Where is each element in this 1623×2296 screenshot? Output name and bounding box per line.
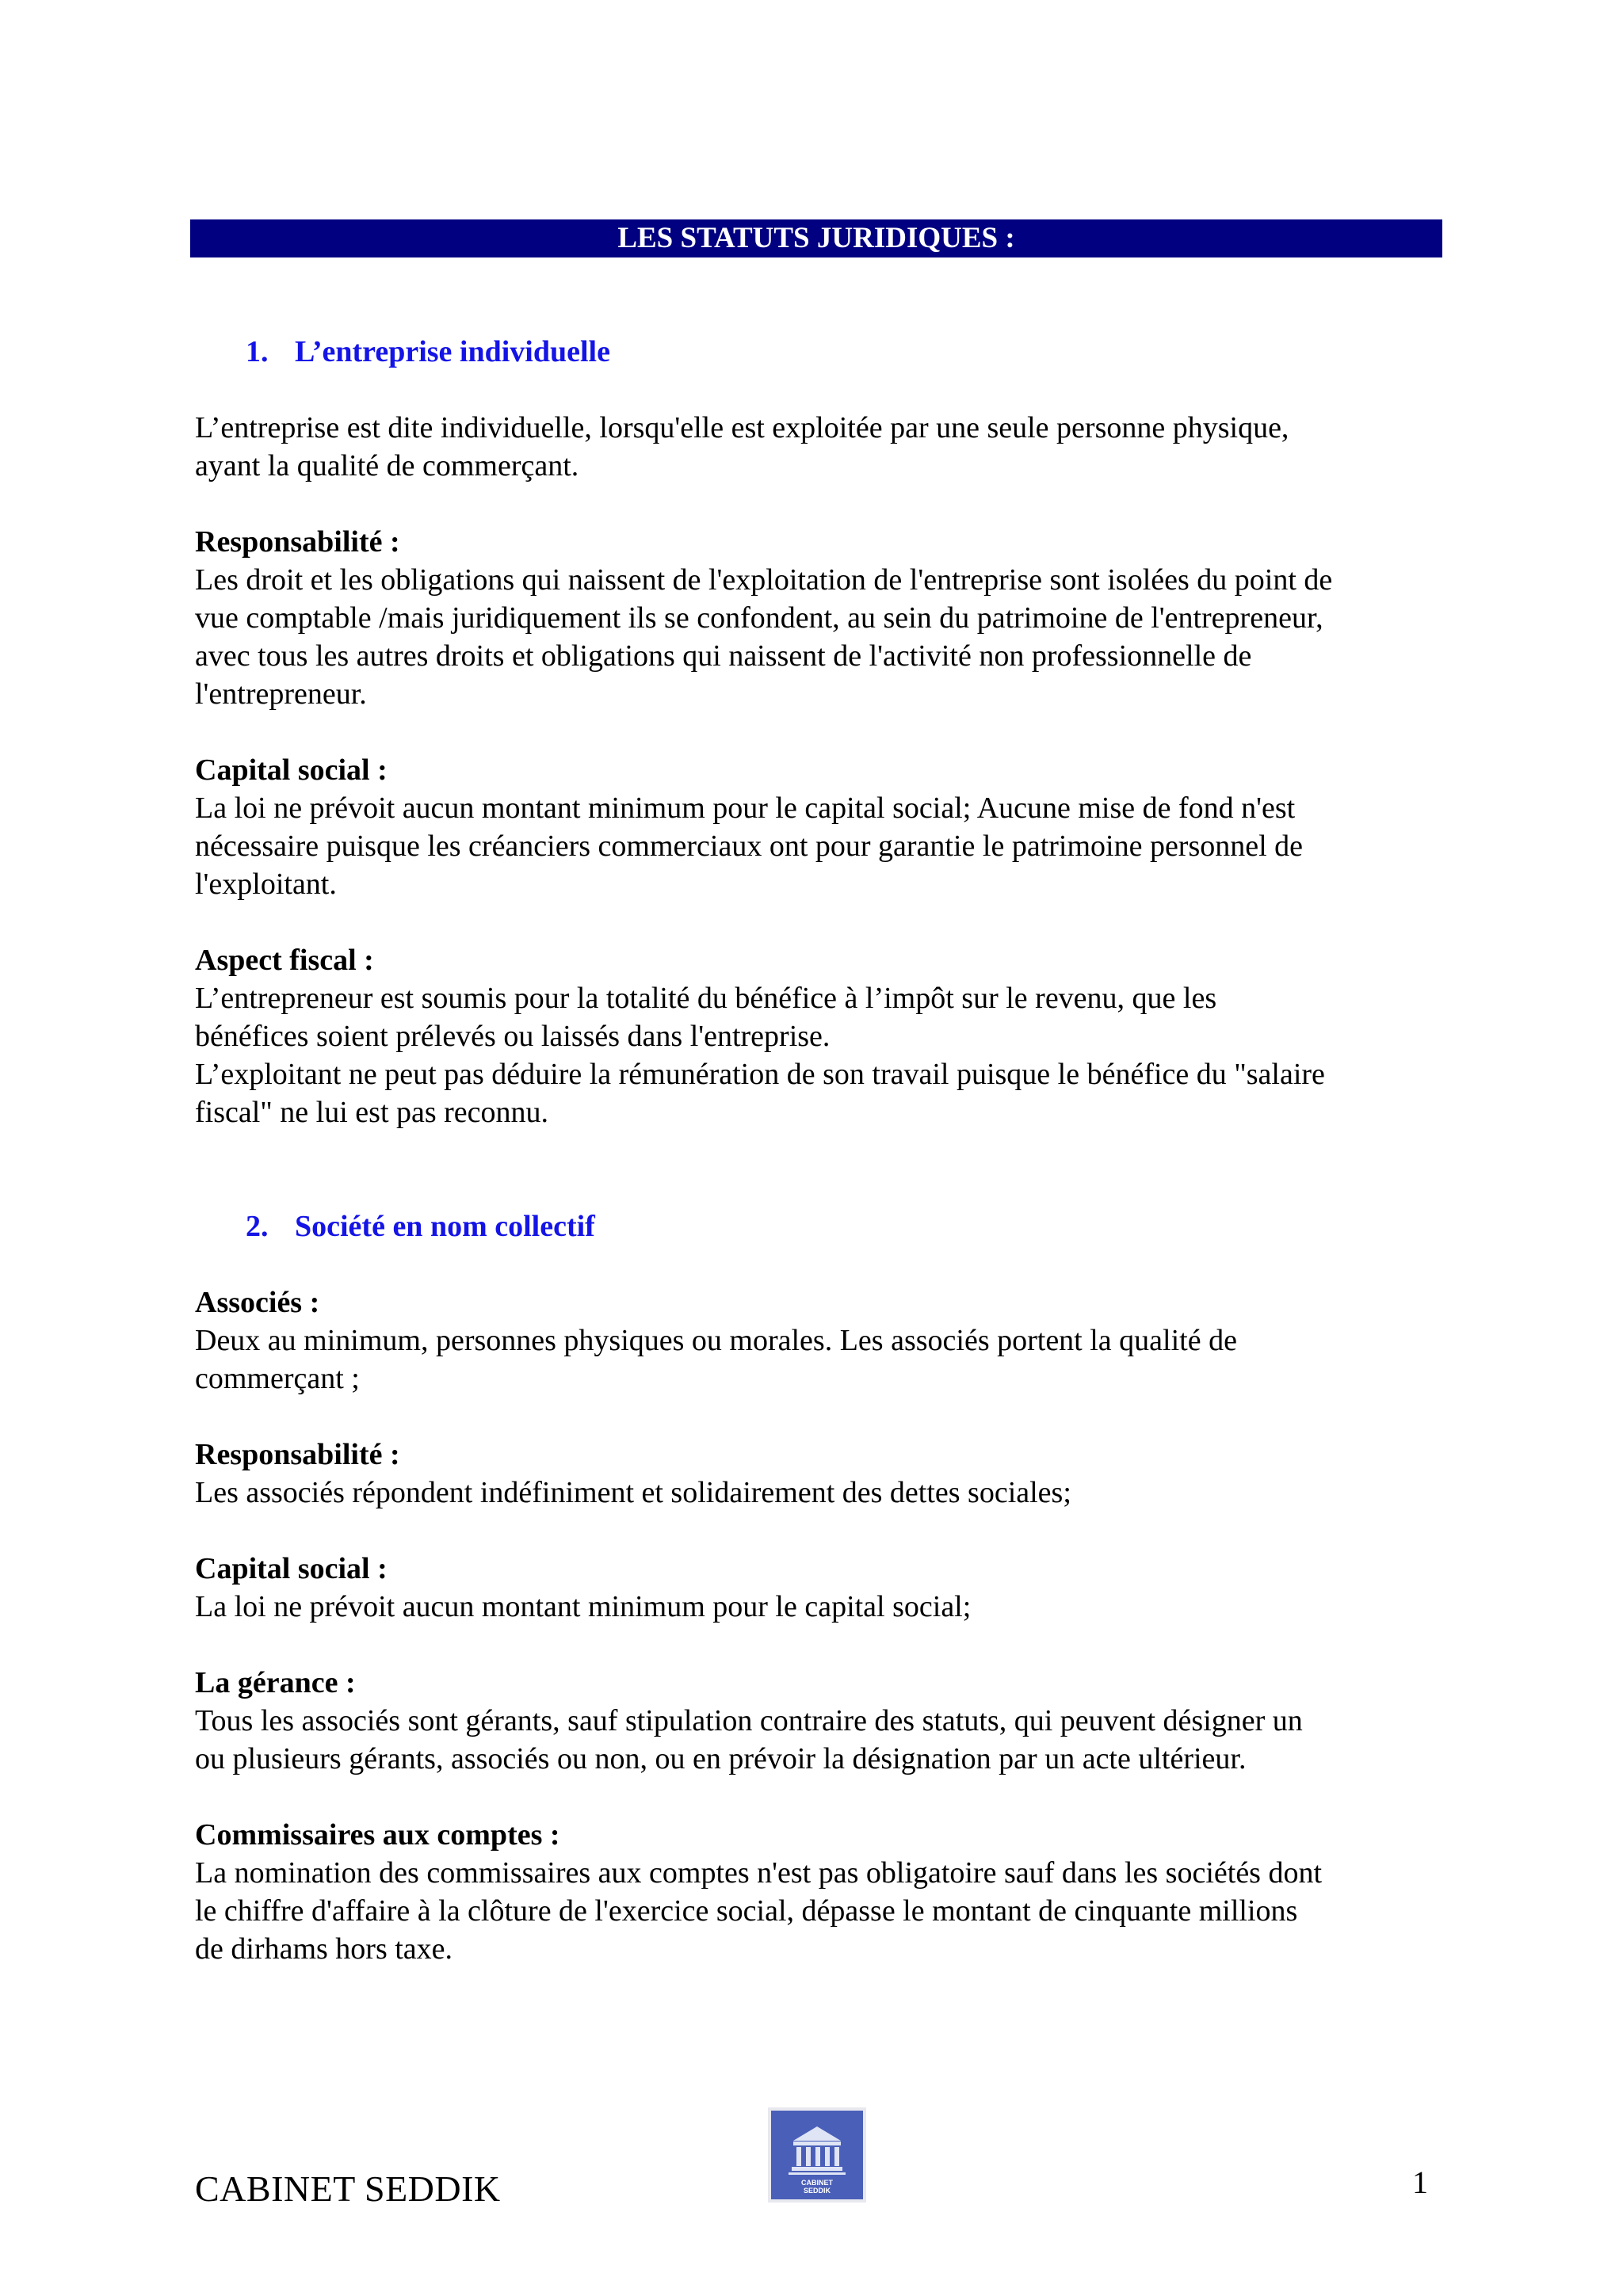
text-line: nécessaire puisque les créanciers commerciaux ont pour garantie le patrimoine personnel de	[195, 830, 1304, 863]
page-number: 1	[1412, 2164, 1428, 2200]
text-line: fiscal" ne lui est pas reconnu.	[195, 1096, 549, 1129]
text-line: bénéfices soient prélevés ou laissés dans l'entreprise.	[195, 1020, 831, 1053]
block-label: La gérance :	[195, 1666, 356, 1699]
text-line: Les associés répondent indéfiniment et solidairement des dettes sociales;	[195, 1476, 1071, 1509]
text-line: le chiffre d'affaire à la clôture de l'exercice social, dépasse le montant de cinquante millions	[195, 1894, 1298, 1928]
logo-text-line-2: SEDDIK	[803, 2187, 831, 2195]
document-body	[195, 333, 1455, 1968]
section-1-block-capital	[195, 751, 1455, 903]
section-1-intro	[195, 409, 1455, 485]
text-line: La loi ne prévoit aucun montant minimum pour le capital social; Aucune mise de fond n'est	[195, 791, 1296, 825]
cabinet-logo	[768, 2107, 866, 2203]
title-banner: LES STATUTS JURIDIQUES :	[190, 219, 1442, 257]
text-line: L’entrepreneur est soumis pour la totalité du bénéfice à l’impôt sur le revenu, que les	[195, 982, 1217, 1015]
text-line: l'exploitant.	[195, 868, 337, 901]
section-2-block-commissaires	[195, 1816, 1455, 1968]
section-2-block-gerance	[195, 1664, 1455, 1778]
text-line: Tous les associés sont gérants, sauf stipulation contraire des statuts, qui peuvent désigner un	[195, 1704, 1303, 1737]
block-label: Associés :	[195, 1286, 320, 1319]
section-2-heading	[195, 1207, 1455, 1245]
text-line: avec tous les autres droits et obligations qui naissent de l'activité non professionnelle de	[195, 639, 1252, 673]
block-label: Capital social :	[195, 753, 388, 787]
section-1-title: L’entreprise individuelle	[295, 335, 610, 368]
text-line: l'entrepreneur.	[195, 677, 367, 711]
section-2-block-associes	[195, 1283, 1455, 1398]
text-line: ou plusieurs gérants, associés ou non, ou en prévoir la désignation par un acte ultérieur.	[195, 1742, 1247, 1775]
text-line: Les droit et les obligations qui naissent de l'exploitation de l'entreprise sont isolées du point de	[195, 563, 1333, 597]
section-2-title: Société en nom collectif	[295, 1210, 595, 1243]
section-2-number: 2.	[246, 1210, 269, 1243]
section-1-heading	[195, 333, 1455, 371]
block-label: Commissaires aux comptes :	[195, 1818, 560, 1852]
section-1-block-fiscal	[195, 941, 1455, 1131]
section-2-block-capital	[195, 1550, 1455, 1626]
text-line: commerçant ;	[195, 1362, 360, 1395]
text-line: La nomination des commissaires aux comptes n'est pas obligatoire sauf dans les sociétés dont	[195, 1856, 1323, 1890]
logo-text-line-1: CABINET	[801, 2179, 833, 2187]
text-line: de dirhams hors taxe.	[195, 1932, 453, 1966]
block-label: Aspect fiscal :	[195, 944, 374, 977]
text-line: Deux au minimum, personnes physiques ou morales. Les associés portent la qualité de	[195, 1324, 1237, 1357]
block-label: Responsabilité :	[195, 525, 400, 559]
section-2-block-responsabilite	[195, 1436, 1455, 1512]
footer-company-name: CABINET SEDDIK	[195, 2168, 501, 2209]
text-line: L’entreprise est dite individuelle, lorsqu'elle est exploitée par une seule personne physique,	[195, 411, 1289, 444]
text-line: L’exploitant ne peut pas déduire la rémunération de son travail puisque le bénéfice du "salaire	[195, 1058, 1325, 1091]
section-1-number: 1.	[246, 335, 269, 368]
block-label: Responsabilité :	[195, 1438, 400, 1471]
text-line: vue comptable /mais juridiquement ils se confondent, au sein du patrimoine de l'entrepreneur,	[195, 601, 1323, 635]
text-line: ayant la qualité de commerçant.	[195, 449, 579, 482]
block-label: Capital social :	[195, 1552, 388, 1585]
section-1-block-responsabilite	[195, 523, 1455, 713]
text-line: La loi ne prévoit aucun montant minimum pour le capital social;	[195, 1590, 972, 1623]
